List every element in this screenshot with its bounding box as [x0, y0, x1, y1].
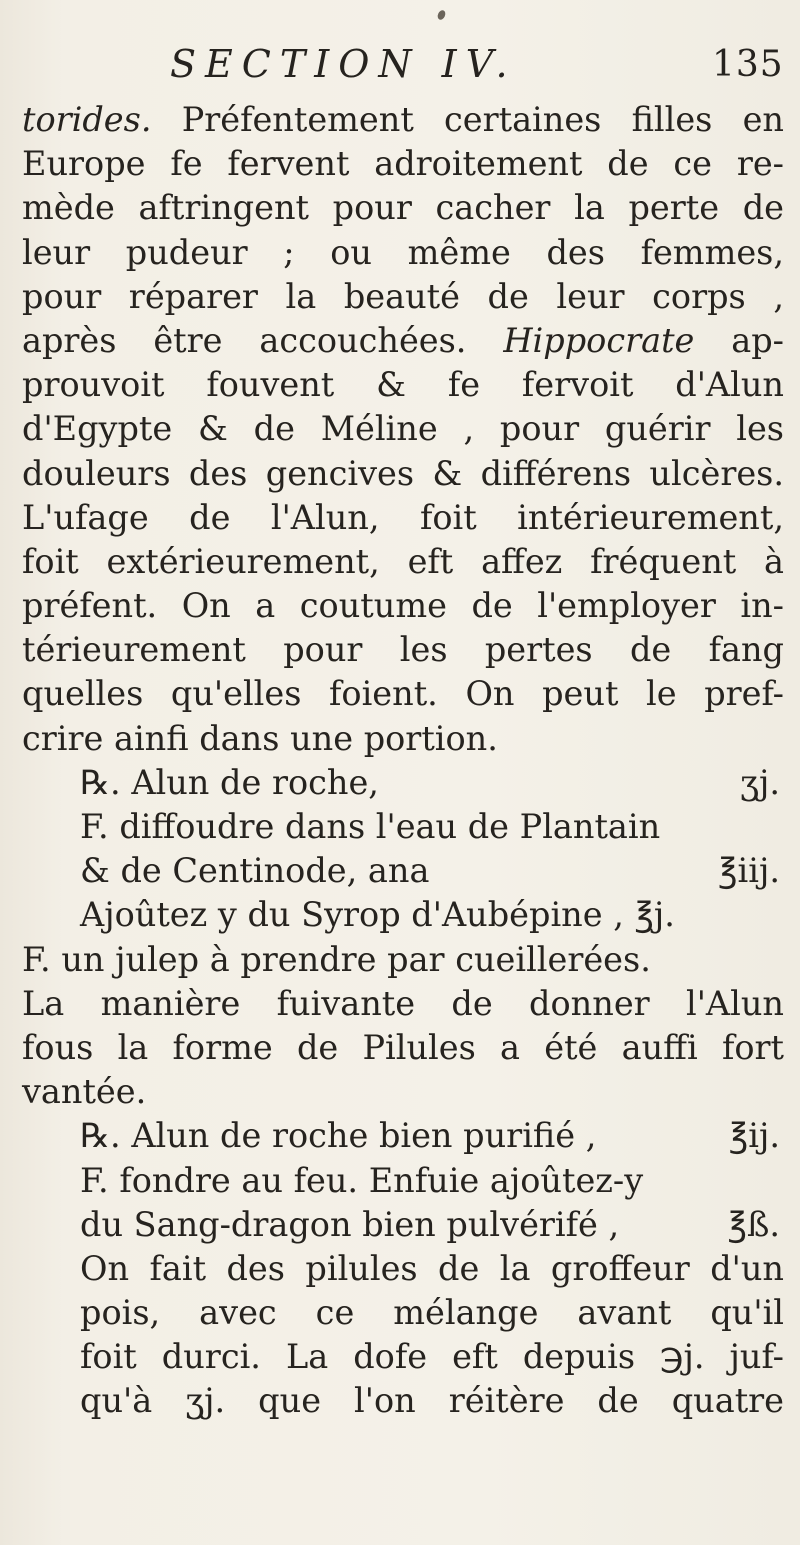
text-line: leur pudeur ; ou même des femmes,	[22, 232, 784, 272]
recipe-line: qu'à ʒj. que l'on réitère de quatre	[80, 1381, 784, 1421]
text-line: L'ufage de l'Alun, foit intérieurement,	[22, 497, 784, 537]
text-line: mède aftringent pour cacher la perte de	[22, 188, 784, 228]
text-line	[22, 98, 784, 142]
page-header	[0, 42, 800, 92]
text-line: fous la forme de Pilules a été auffi fort	[22, 1027, 784, 1067]
text-line: d'Egypte & de Méline , pour guérir les	[22, 409, 784, 449]
recipe-dose: ℥ij.	[728, 1116, 780, 1156]
recipe-line: pois, avec ce mélange avant qu'il	[80, 1293, 784, 1333]
italic-word: torides.	[22, 100, 152, 139]
line-text: ap-	[694, 320, 784, 360]
recipe-dose: ʒj.	[740, 762, 780, 802]
recipe-line	[22, 849, 784, 893]
recipe-line: F. fondre au feu. Enfuie ajoûtez-y	[80, 1160, 644, 1200]
body-text	[22, 98, 784, 1424]
text-line: vantée.	[22, 1072, 147, 1112]
recipe-ingredient: du Sang-dragon bien pulvérifé ,	[80, 1204, 620, 1244]
recipe-ingredient: & de Centinode, ana	[80, 851, 430, 891]
running-head: SECTION IV.	[170, 42, 517, 86]
recipe-line	[22, 1203, 784, 1247]
recipe-line: F. un julep à prendre par cueillerées.	[22, 939, 651, 979]
recipe-dose: ℥ß.	[727, 1204, 780, 1244]
text-line	[22, 319, 784, 363]
text-line: La manière fuivante de donner l'Alun	[22, 983, 784, 1023]
line-text: après être accouchées.	[22, 320, 504, 360]
recipe-line: Ajoûtez y du Syrop d'Aubépine , ℥j.	[80, 895, 675, 935]
text-line: pour réparer la beauté de leur corps ,	[22, 276, 784, 316]
recipe-line: On fait des pilules de la groffeur d'un	[80, 1248, 784, 1288]
recipe-line	[22, 1114, 784, 1158]
text-line: quelles qu'elles foient. On peut le pref-	[22, 674, 784, 714]
recipe-alum-pills	[22, 1114, 784, 1423]
text-line: térieurement pour les pertes de fang	[22, 630, 784, 670]
recipe-ingredient: ℞. Alun de roche,	[80, 762, 379, 802]
line-text: Préfentement certaines filles en	[151, 100, 784, 139]
text-line: douleurs des gencives & différens ulcères.	[22, 453, 784, 493]
text-line: préfent. On a coutume de l'employer in-	[22, 586, 784, 626]
recipe-alum-julep	[22, 761, 784, 982]
text-line: Europe fe fervent adroitement de ce re-	[22, 144, 784, 184]
recipe-line	[22, 761, 784, 805]
recipe-dose: ℥iij.	[718, 851, 780, 891]
text-line: foit extérieurement, eft affez fréquent à	[22, 541, 784, 581]
italic-name: Hippocrate	[503, 320, 695, 360]
recipe-ingredient: ℞. Alun de roche bien purifié ,	[80, 1116, 597, 1156]
recipe-line: foit durci. La dofe eft depuis ℈j. juf-	[80, 1337, 784, 1377]
page-number: 135	[712, 44, 784, 85]
paragraph-pills-intro	[22, 982, 784, 1115]
text-line: crire ainfi dans une portion.	[22, 718, 498, 758]
text-line: prouvoit fouvent & fe fervoit d'Alun	[22, 365, 784, 405]
recipe-line: F. diffoudre dans l'eau de Plantain	[80, 807, 661, 846]
ink-mark-ornament	[436, 9, 447, 21]
